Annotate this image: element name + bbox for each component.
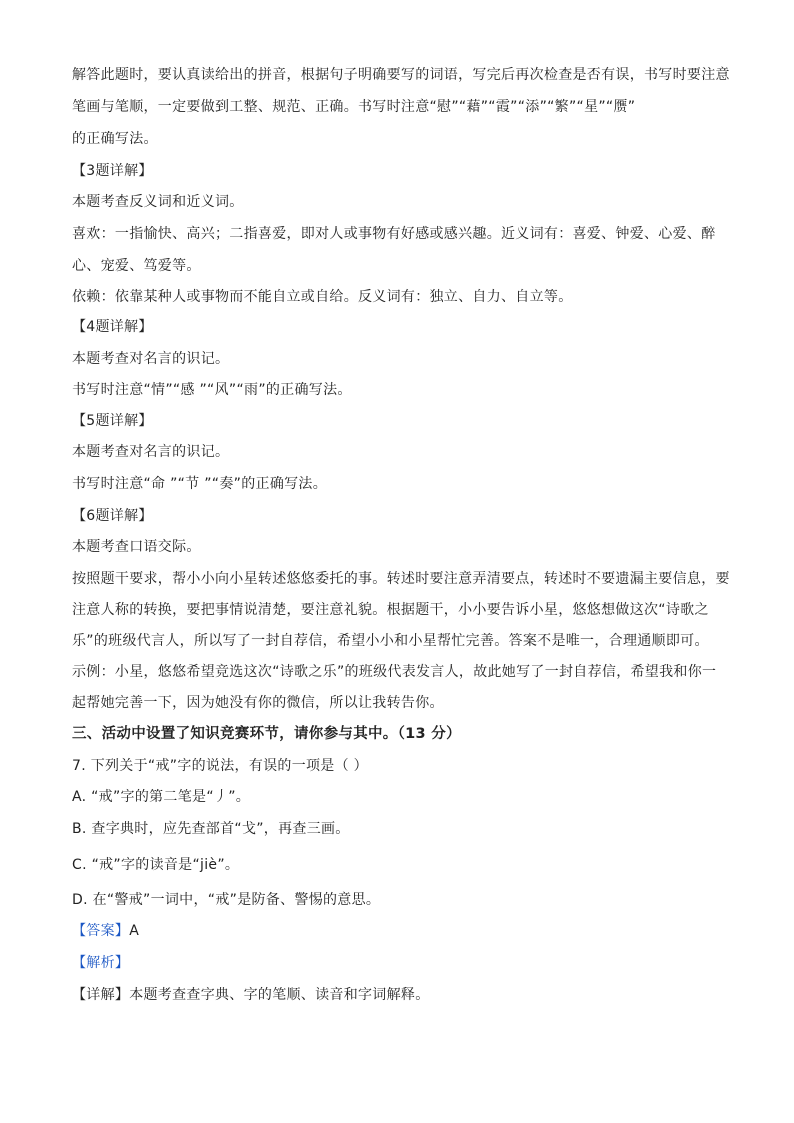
paragraph-line: 起帮她完善一下，因为她没有你的微信，所以让我转告你。 <box>72 695 444 711</box>
paragraph-line: 示例：小星，悠悠希望竞选这次“诗歌之乐”的班级代表发言人，故此她写了一封自荐信，希望我和你一 <box>72 664 717 680</box>
question-stem: 7. 下列关于“戒”字的说法，有误的一项是（ ） <box>72 758 368 774</box>
paragraph-line: 本题考查口语交际。 <box>72 539 201 555</box>
paragraph-line: 心、宠爱、笃爱等。 <box>72 258 201 274</box>
option-c: C. “戒”字的读音是“jiè”。 <box>72 857 240 873</box>
paragraph-line: 笔画与笔顺，一定要做到工整、规范、正确。书写时注意“慰”“藉”“霞”“添”“繁”“星”“赝” <box>72 99 636 115</box>
detail-text: 本题考查查字典、字的笔顺、读音和字词解释。 <box>129 987 430 1003</box>
sub-question-heading: 【6题详解】 <box>72 508 153 524</box>
paragraph-line: 本题考查对名言的识记。 <box>72 444 230 460</box>
paragraph-line: 本题考查对名言的识记。 <box>72 351 230 367</box>
paragraph-line: 书写时注意“情”“感 ”“风”“雨”的正确写法。 <box>72 382 352 398</box>
answer-line <box>72 922 139 940</box>
paragraph-line: 本题考查反义词和近义词。 <box>72 194 244 210</box>
sub-question-heading: 【3题详解】 <box>72 163 153 179</box>
detail-label: 【详解】 <box>72 987 130 1003</box>
paragraph-line: 依赖：依靠某种人或事物而不能自立或自给。反义词有：独立、自力、自立等。 <box>72 289 573 305</box>
analysis-line <box>72 954 129 972</box>
sub-question-heading: 【5题详解】 <box>72 413 153 429</box>
paragraph-line: 解答此题时，要认真读给出的拼音，根据句子明确要写的词语，写完后再次检查是否有误，书写时要注意 <box>72 67 730 83</box>
paragraph-line: 书写时注意“命 ”“节 ”“奏”的正确写法。 <box>72 476 328 492</box>
option-a: A. “戒”字的第二笔是“丿”。 <box>72 789 251 805</box>
paragraph-line: 喜欢：一指愉快、高兴；二指喜爱，即对人或事物有好感或感兴趣。近义词有：喜爱、钟爱、心爱、醉 <box>72 226 716 242</box>
paragraph-line: 乐”的班级代言人，所以写了一封自荐信，希望小小和小星帮忙完善。答案不是唯一，合理通顺即可。 <box>72 633 709 649</box>
option-d: D. 在“警戒”一词中，“戒”是防备、警惕的意思。 <box>72 892 381 908</box>
sub-question-heading: 【4题详解】 <box>72 319 153 335</box>
section-heading: 三、活动中设置了知识竞赛环节，请你参与其中。（13 分） <box>72 726 461 742</box>
detail-line <box>72 986 430 1004</box>
answer-value: A <box>129 923 140 939</box>
paragraph-line: 注意人称的转换，要把事情说清楚，要注意礼貌。根据题干，小小要告诉小星，悠悠想做这次“诗歌之 <box>72 602 709 618</box>
paragraph-line: 按照题干要求，帮小小向小星转述悠悠委托的事。转述时要注意弄清要点，转述时不要遗漏主要信息，要 <box>72 571 730 587</box>
option-b: B. 查字典时，应先查部首“戈”，再查三画。 <box>72 821 350 837</box>
answer-label: 【答案】 <box>72 923 130 939</box>
analysis-label: 【解析】 <box>72 955 130 971</box>
paragraph-line: 的正确写法。 <box>72 131 158 147</box>
